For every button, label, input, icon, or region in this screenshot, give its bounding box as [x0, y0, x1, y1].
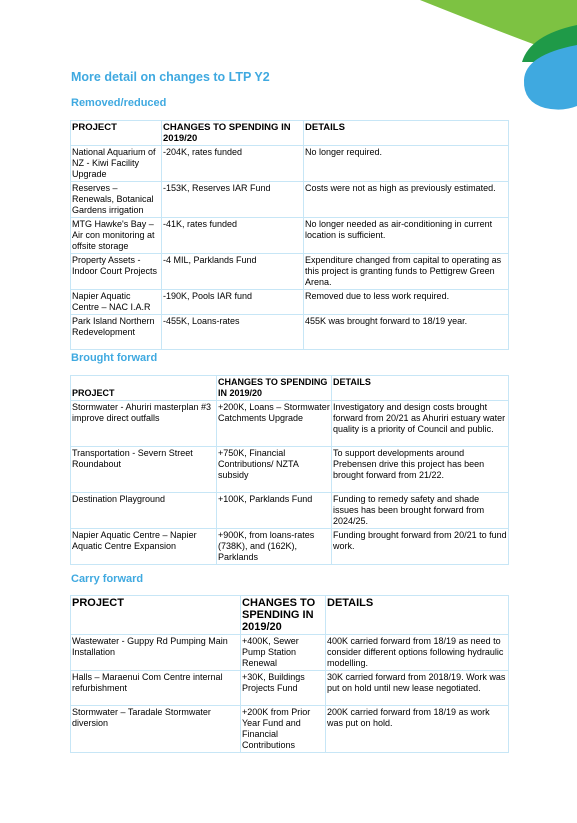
cell-changes: -4 MIL, Parklands Fund — [162, 254, 304, 290]
table-row — [71, 218, 509, 254]
cell-project: Destination Playground — [71, 493, 217, 529]
header-changes: CHANGES TO SPENDING IN 2019/20 — [217, 376, 332, 401]
cell-project: Stormwater – Taradale Stormwater diversion — [71, 706, 241, 753]
cell-project: Halls – Maraenui Com Centre internal refurbishment — [71, 671, 241, 706]
cell-details: 200K carried forward from 18/19 as work was put on hold. — [326, 706, 509, 753]
table-row — [71, 290, 509, 315]
cell-details: 400K carried forward from 18/19 as need to consider different options following hydraulic modelling. — [326, 635, 509, 671]
table-row — [71, 182, 509, 218]
brought-forward-table — [70, 375, 509, 565]
page-title: More detail on changes to LTP Y2 — [71, 70, 270, 84]
table-row — [71, 447, 509, 493]
table-row — [71, 315, 509, 350]
cell-changes: +30K, Buildings Projects Fund — [241, 671, 326, 706]
section-title-removed: Removed/reduced — [71, 97, 167, 109]
cell-details: Funding brought forward from 20/21 to fund work. — [332, 529, 509, 565]
cell-changes: -204K, rates funded — [162, 146, 304, 182]
cell-details: Costs were not as high as previously estimated. — [304, 182, 509, 218]
table-row — [71, 146, 509, 182]
cell-project: Property Assets - Indoor Court Projects — [71, 254, 162, 290]
header-details: DETAILS — [326, 596, 509, 635]
header-details: DETAILS — [332, 376, 509, 401]
section-title-brought-forward: Brought forward — [71, 352, 158, 364]
table-row — [71, 401, 509, 447]
cell-details: 30K carried forward from 2018/19. Work was put on hold until new lease negotiated. — [326, 671, 509, 706]
cell-details: Funding to remedy safety and shade issues has been brought forward from 2024/25. — [332, 493, 509, 529]
cell-project: MTG Hawke's Bay – Air con monitoring at offsite storage — [71, 218, 162, 254]
cell-changes: +900K, from loans-rates (738K), and (162K), Parklands — [217, 529, 332, 565]
header-project: PROJECT — [71, 376, 217, 401]
cell-changes: +200K, Loans – Stormwater Catchments Upgrade — [217, 401, 332, 447]
table-row — [71, 493, 509, 529]
cell-details: To support developments around Prebensen drive this project has been brought forward from 21/22. — [332, 447, 509, 493]
table-row — [71, 635, 509, 671]
cell-changes: +200K from Prior Year Fund and Financial Contributions — [241, 706, 326, 753]
cell-project: Wastewater - Guppy Rd Pumping Main Installation — [71, 635, 241, 671]
cell-changes: -153K, Reserves IAR Fund — [162, 182, 304, 218]
header-project: PROJECT — [71, 121, 162, 146]
cell-details: No longer needed as air-conditioning in current location is sufficient. — [304, 218, 509, 254]
table-header-row — [71, 376, 509, 401]
section-title-carry-forward: Carry forward — [71, 573, 144, 585]
cell-changes: +750K, Financial Contributions/ NZTA subsidy — [217, 447, 332, 493]
cell-project: Transportation - Severn Street Roundabout — [71, 447, 217, 493]
table-row — [71, 671, 509, 706]
cell-changes: +400K, Sewer Pump Station Renewal — [241, 635, 326, 671]
header-project: PROJECT — [71, 596, 241, 635]
cell-changes: -190K, Pools IAR fund — [162, 290, 304, 315]
header-changes: CHANGES TO SPENDING IN 2019/20 — [241, 596, 326, 635]
cell-details: No longer required. — [304, 146, 509, 182]
cell-changes: -41K, rates funded — [162, 218, 304, 254]
cell-details: 455K was brought forward to 18/19 year. — [304, 315, 509, 350]
table-header-row — [71, 121, 509, 146]
cell-changes: -455K, Loans-rates — [162, 315, 304, 350]
cell-changes: +100K, Parklands Fund — [217, 493, 332, 529]
cell-project: Park Island Northern Redevelopment — [71, 315, 162, 350]
cell-project: Napier Aquatic Centre – NAC I.A.R — [71, 290, 162, 315]
table-header-row — [71, 596, 509, 635]
table-row — [71, 254, 509, 290]
removed-table — [70, 120, 509, 350]
header-details: DETAILS — [304, 121, 509, 146]
cell-project: National Aquarium of NZ - Kiwi Facility Upgrade — [71, 146, 162, 182]
cell-project: Stormwater - Ahuriri masterplan #3 improve direct outfalls — [71, 401, 217, 447]
table-row — [71, 706, 509, 753]
cell-project: Reserves – Renewals, Botanical Gardens irrigation — [71, 182, 162, 218]
header-changes: CHANGES TO SPENDING IN 2019/20 — [162, 121, 304, 146]
cell-details: Expenditure changed from capital to operating as this project is granting funds to Pettigrew Green Arena. — [304, 254, 509, 290]
cell-project: Napier Aquatic Centre – Napier Aquatic Centre Expansion — [71, 529, 217, 565]
cell-details: Removed due to less work required. — [304, 290, 509, 315]
carry-forward-table — [70, 595, 509, 753]
cell-details: Investigatory and design costs brought forward from 20/21 as Ahuriri estuary water quality is a priority of Council and public. — [332, 401, 509, 447]
table-row — [71, 529, 509, 565]
